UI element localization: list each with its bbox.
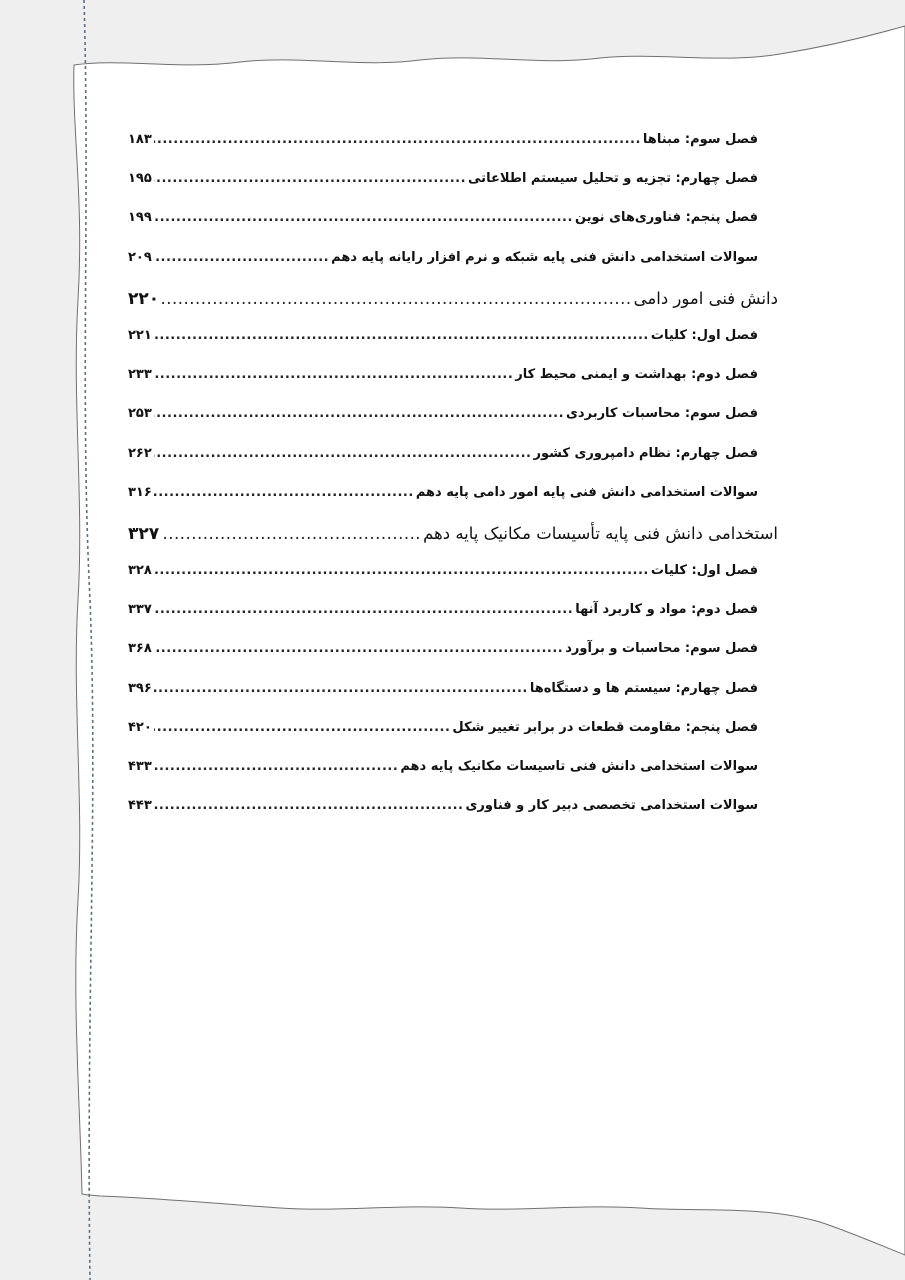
toc-entry-page-number: ۳۹۶	[128, 680, 152, 696]
toc-entry-page-number: ۳۱۶	[128, 484, 152, 500]
toc-entry	[128, 720, 778, 759]
dot-leader	[154, 406, 564, 421]
toc-entry-page-number: ۴۲۰	[128, 719, 152, 735]
dot-leader	[154, 367, 513, 382]
toc-entry-title: فصل سوم: محاسبات کاربردی	[566, 406, 758, 422]
toc-entry	[128, 406, 778, 445]
toc-entry-title: فصل اول: کلیات	[650, 327, 758, 343]
toc-entry	[128, 602, 778, 641]
dot-leader	[154, 250, 329, 265]
dot-leader	[154, 485, 414, 500]
toc-entry	[128, 367, 778, 406]
toc-entry-title: فصل چهارم: نظام دامپروری کشور	[533, 445, 758, 461]
toc-entry-title: فصل پنجم: مقاومت قطعات در برابر تغییر شکل	[452, 719, 758, 735]
toc-entry-title: فصل سوم: محاسبات و برآورد	[565, 641, 758, 657]
toc-entry-title: فصل دوم: مواد و کاربرد آنها	[575, 602, 758, 618]
dot-leader	[161, 289, 632, 308]
dot-leader	[154, 446, 532, 461]
toc-entry-page-number: ۱۸۳	[128, 132, 152, 147]
toc-entry-title: فصل چهارم: تجزیه و تحلیل سیستم اطلاعاتی	[468, 171, 758, 187]
toc-entry	[128, 563, 778, 602]
toc-entry-title: فصل سوم: مبناها	[642, 132, 758, 147]
dot-leader	[154, 563, 649, 578]
toc-entry-page-number: ۱۹۵	[128, 171, 152, 187]
toc-entry	[128, 641, 778, 680]
toc-entry-title: فصل اول: کلیات	[650, 563, 758, 579]
toc-entry	[128, 250, 778, 289]
dot-leader	[154, 602, 573, 617]
toc-entry-page-number: ۲۲۰	[128, 288, 160, 309]
toc-entry	[128, 485, 778, 524]
dot-leader	[154, 641, 563, 656]
toc-entry-page-number: ۳۶۸	[128, 641, 152, 657]
dot-leader	[154, 132, 641, 147]
toc-entry-title: فصل دوم: بهداشت و ایمنی محیط کار	[515, 367, 758, 383]
toc-entry	[128, 210, 778, 249]
toc-section-heading	[128, 524, 778, 563]
dot-leader	[154, 328, 649, 343]
toc-entry-page-number: ۲۵۳	[128, 406, 152, 422]
dot-leader	[154, 210, 573, 225]
table-of-contents	[128, 132, 778, 837]
toc-entry-title: فصل چهارم: سیستم ها و دستگاه‌ها	[529, 680, 758, 696]
toc-entry	[128, 328, 778, 367]
toc-section-heading	[128, 289, 778, 328]
toc-entry-page-number: ۲۶۲	[128, 445, 152, 461]
toc-entry-page-number: ۳۳۷	[128, 602, 152, 618]
dot-leader	[161, 524, 421, 543]
toc-entry-title: سوالات استخدامی دانش فنی پایه امور دامی پایه دهم	[415, 484, 758, 500]
dot-leader	[154, 171, 466, 186]
dot-leader	[154, 720, 451, 735]
toc-entry-title: دانش فنی امور دامی	[633, 288, 778, 308]
toc-entry	[128, 132, 778, 171]
toc-entry-page-number: ۳۲۸	[128, 563, 152, 579]
toc-entry-title: سوالات استخدامی تخصصی دبیر کار و فناوری	[465, 798, 758, 814]
toc-entry	[128, 446, 778, 485]
toc-entry-title: فصل پنجم: فناوری‌های نوین	[574, 210, 758, 226]
toc-entry-page-number: ۴۳۳	[128, 759, 152, 774]
toc-entry-page-number: ۲۰۹	[128, 249, 152, 265]
toc-entry-page-number: ۲۲۱	[128, 327, 152, 343]
toc-entry	[128, 171, 778, 210]
toc-entry-page-number: ۴۴۳	[128, 798, 152, 814]
toc-entry-title: استخدامی دانش فنی پایه تأسیسات مکانیک پایه دهم	[423, 523, 778, 543]
dot-leader	[154, 759, 399, 774]
dot-leader	[154, 798, 464, 813]
dot-leader	[154, 681, 528, 696]
toc-entry-page-number: ۳۲۷	[128, 523, 160, 544]
toc-entry-title: سوالات استخدامی دانش فنی پایه شبکه و نرم افزار رایانه پایه دهم	[331, 249, 758, 265]
toc-entry-title: سوالات استخدامی دانش فنی تاسیسات مکانیک پایه دهم	[400, 759, 758, 774]
toc-entry-page-number: ۲۳۳	[128, 367, 152, 383]
toc-entry	[128, 798, 778, 837]
toc-entry	[128, 759, 778, 798]
toc-entry	[128, 681, 778, 720]
toc-entry-page-number: ۱۹۹	[128, 210, 152, 226]
